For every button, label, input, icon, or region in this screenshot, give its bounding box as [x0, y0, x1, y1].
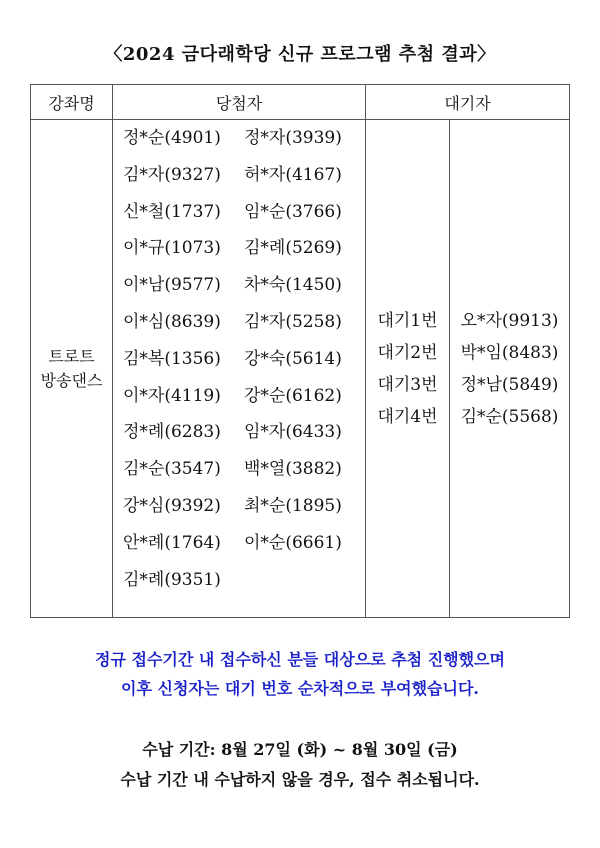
winner-entry: 이*규(1073): [123, 238, 221, 259]
notice-line: 정규 접수기간 내 접수하신 분들 대상으로 추첨 진행했으며: [95, 650, 505, 669]
notice-line: 이후 신청자는 대기 번호 순차적으로 부여했습니다.: [121, 679, 479, 698]
winner-entry: 정*례(6283): [123, 422, 221, 443]
winner-entry: 안*례(1764): [123, 532, 221, 553]
table-row: [31, 120, 570, 618]
winner-entry: 강*숙(5614): [244, 348, 342, 369]
course-name-line1: 트로트: [48, 346, 95, 366]
winner-entry: 이*남(9577): [123, 275, 221, 296]
wait-name-cell: [450, 120, 570, 618]
winner-entry: 김*례(5269): [244, 238, 342, 259]
winner-entry: 김*례(9351): [123, 569, 221, 590]
wait-name-list: [450, 305, 569, 433]
winner-entry: 차*숙(1450): [244, 275, 342, 296]
winner-entry: 김*복(1356): [123, 348, 221, 369]
table-header-row: [31, 85, 570, 120]
course-name-cell: [31, 120, 113, 618]
winner-entry: 정*순(4901): [123, 128, 221, 148]
winner-entry: 김*순(3547): [123, 459, 221, 480]
winner-entry: 허*자(4167): [244, 164, 342, 185]
winner-entry: 백*열(3882): [244, 459, 342, 480]
payment-info: [0, 735, 600, 795]
wait-number-cell: [366, 120, 450, 618]
wait-number: 대기4번: [377, 406, 438, 427]
wait-name: 김*순(5568): [460, 406, 559, 427]
wait-name: 박*임(8483): [460, 342, 559, 363]
cancel-note: 수납 기간 내 수납하지 않을 경우, 접수 취소됩니다.: [120, 770, 480, 789]
wait-number: 대기3번: [377, 374, 438, 395]
winner-entry: 최*순(1895): [244, 495, 342, 516]
winner-entry: 이*자(4119): [123, 385, 221, 406]
winner-entry: 김*자(5258): [244, 311, 342, 332]
winner-entry: 신*철(1737): [123, 201, 221, 222]
winners-cell: [113, 120, 366, 618]
payment-period: 수납 기간: 8월 27일 (화) ~ 8월 30일 (금): [142, 740, 458, 759]
winner-entry: 강*순(6162): [244, 385, 342, 406]
winners-list: [113, 120, 365, 598]
winner-entry: 정*자(3939): [244, 128, 342, 148]
wait-name: 오*자(9913): [460, 310, 559, 331]
wait-number: 대기2번: [377, 342, 438, 363]
course-name-line2: 방송댄스: [40, 370, 103, 390]
lottery-results-table: [30, 84, 570, 618]
winner-entry: 김*자(9327): [123, 164, 221, 185]
winner-entry: 이*심(8639): [123, 311, 221, 332]
header-winners: 당첨자: [113, 85, 366, 120]
winner-entry: 임*자(6433): [244, 422, 342, 443]
winner-entry: 임*순(3766): [244, 201, 342, 222]
notice-text: [0, 645, 600, 703]
header-waitlist: 대기자: [366, 85, 570, 120]
header-course: 강좌명: [31, 85, 113, 120]
page-title: 〈2024 금다래학당 신규 프로그램 추첨 결과〉: [104, 44, 496, 65]
wait-number-list: [366, 305, 449, 433]
winner-entry: 이*순(6661): [244, 532, 342, 553]
wait-name: 정*남(5849): [460, 374, 559, 395]
wait-number: 대기1번: [377, 310, 438, 331]
winner-entry: 강*심(9392): [123, 495, 221, 516]
